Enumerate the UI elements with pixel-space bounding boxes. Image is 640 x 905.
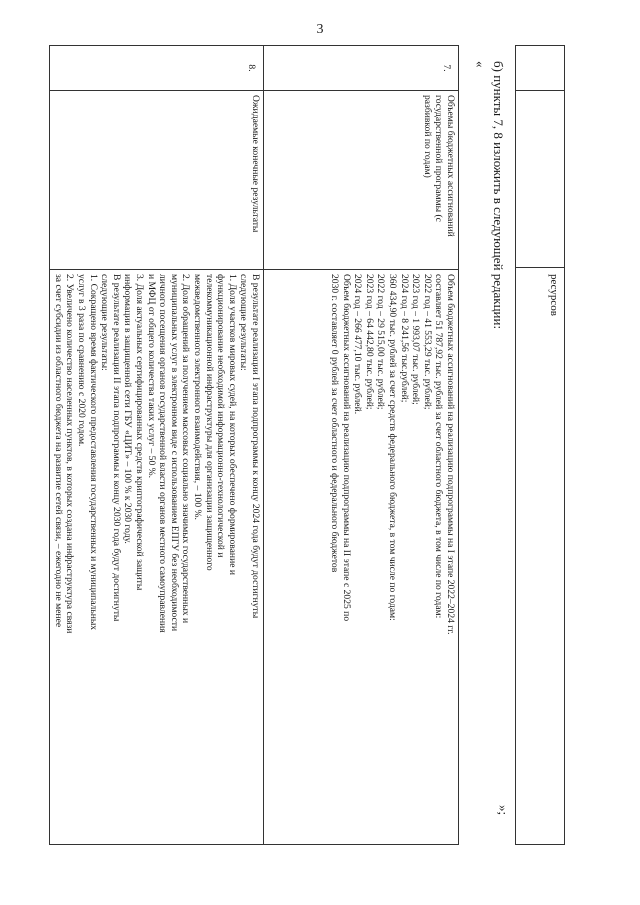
- amendment-intro: [471, 61, 507, 761]
- row-content: [50, 270, 264, 845]
- content-line: 2024 год – 266 477,10 тыс. рублей.: [352, 274, 364, 415]
- content-line: 2023 год – 1 993,07 тыс. рублей;: [410, 274, 422, 405]
- content-line: составляет 51 787,92 тыс. рублей за счет областного бюджета, в том числе по годам:: [433, 274, 445, 619]
- content-line: 2024 год – 8 241,56 тыс.рублей;: [398, 274, 410, 403]
- content-line: В результате реализации I этапа подпрограммы к концу 2024 года будут достигнуты: [250, 274, 261, 619]
- table-row: [264, 46, 459, 845]
- row-number: 7.: [264, 46, 459, 91]
- program-table: [49, 45, 459, 845]
- rotated-page-content: [52, 45, 575, 845]
- content-line: функционирование необходимой информационно-технологической и: [215, 274, 227, 558]
- row-number: 8.: [50, 46, 264, 91]
- table-row: [50, 46, 264, 845]
- content-line: 1. Доля участков мировых судей, на которых обеспечено формирование и: [226, 274, 238, 575]
- content-line: Объем бюджетных ассигнований на реализацию подпрограммы на I этапе 2022–2024 гг.: [445, 274, 456, 635]
- content-line: 3. Доля актуальных сертифицированных средств криптографической защиты: [134, 274, 146, 591]
- content-line: 360 434,90 тыс. рублей за счет средств федерального бюджета, в том числе по годам:: [387, 274, 399, 621]
- content-line: 2. Увеличено количество населенных пунктов, в которых создана инфраструктура связи: [64, 274, 76, 634]
- row-name: Ожидаемые конечные результаты: [50, 91, 264, 270]
- opening-quote: «: [473, 61, 488, 68]
- stub-name-cell: [516, 91, 564, 268]
- previous-table-row-stub: [515, 45, 565, 845]
- content-line: телекоммуникационной инфраструктуры для организации защищенного: [203, 274, 215, 571]
- stub-content-cell: ресурсов: [548, 274, 560, 316]
- content-line: за счет субсидии из областного бюджета на развитие сетей связи, – ежегодно не менее: [52, 274, 64, 628]
- closing-quote: »;: [496, 805, 511, 816]
- page-number: 3: [316, 22, 324, 37]
- content-line: 1. Сокращено время фактического предоставления государственных и муниципальных: [87, 274, 99, 631]
- content-line: муниципальных услуг в электронном виде с использованием ЕПГУ без необходимости: [168, 274, 180, 632]
- content-line: следующие результаты:: [99, 274, 111, 371]
- content-line: 2022 год – 41 553,29 тыс. рублей;: [421, 274, 433, 410]
- content-line: личного посещения органов государственной власти органов местного самоуправления: [157, 274, 169, 633]
- content-line: 2023 год – 64 442,80 тыс. рублей;: [363, 274, 375, 410]
- content-line: Объем бюджетных ассигнований на реализацию подпрограммы на II этапе с 2025 по: [340, 274, 352, 622]
- stub-number-cell: [516, 46, 564, 91]
- content-line: и МФЦ от общего количества таких услуг – 50 %.: [145, 274, 157, 479]
- content-line: В результате реализации II этапа подпрограммы к концу 2030 года будут достигнуты: [110, 274, 122, 622]
- intro-text: б) пункты 7, 8 изложить в следующей редакции:: [491, 61, 506, 330]
- content-line: услуг в 3 раза по сравнению с 2020 годом.: [76, 274, 88, 447]
- content-line: 2030 г. составляет 0 рублей за счет областного и федерального бюджетов: [329, 274, 341, 573]
- row-content: [264, 270, 459, 845]
- content-line: 2022 год – 29 515,00 тыс. рублей;: [375, 274, 387, 410]
- row-name: Объемы бюджетных ассигнований государственной программы (с разбивкой по годам): [264, 91, 459, 270]
- content-line: информации в защищенной сети ГБУ «ЦИТ» – 100 % к 2030 году.: [122, 274, 134, 544]
- content-line: межведомственного электронного взаимодействия, – 100 %.: [192, 274, 204, 520]
- content-line: 2. Доля обращений за получением массовых социально значимых государственных и: [180, 274, 192, 624]
- content-line: следующие результаты:: [238, 274, 250, 371]
